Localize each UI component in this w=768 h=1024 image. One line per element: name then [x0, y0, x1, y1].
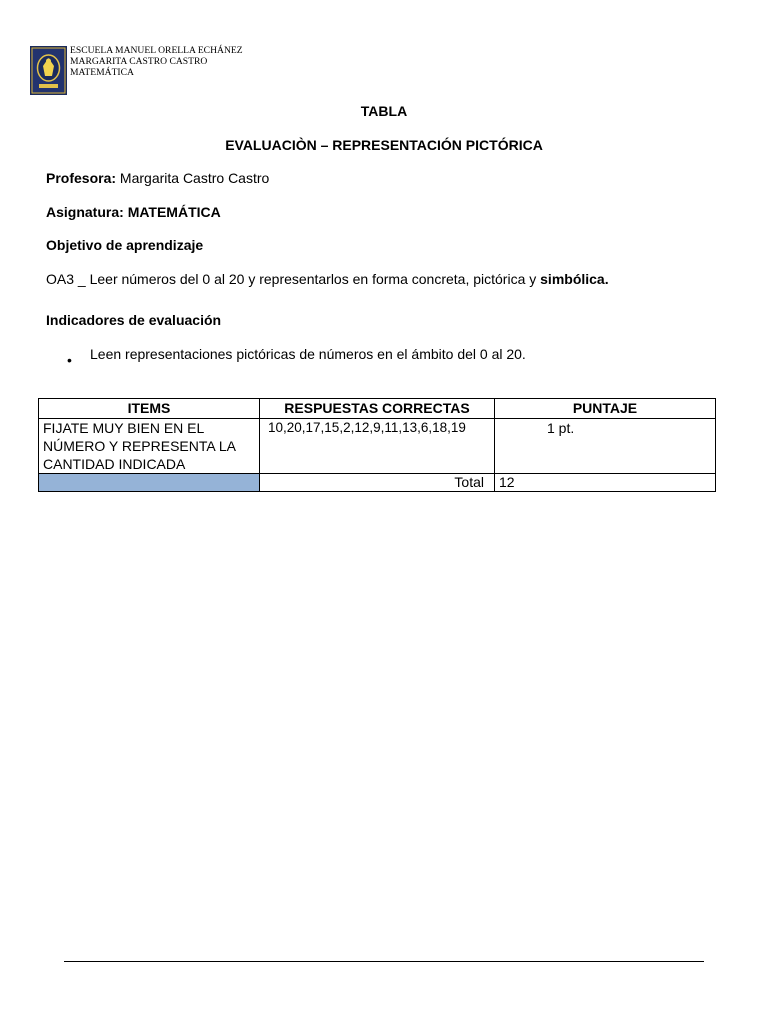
table-total-row: [39, 474, 716, 492]
shaded-cell: [39, 474, 260, 492]
teacher-label: Profesora:: [46, 170, 117, 186]
school-crest-icon: [30, 46, 67, 95]
total-label: Total: [260, 474, 495, 492]
subject-label: Asignatura:: [46, 204, 128, 220]
subject-header: MATEMÁTICA: [70, 67, 134, 78]
teacher-value: Margarita Castro Castro: [116, 170, 270, 186]
total-value: 12: [495, 474, 716, 492]
objective-body: OA3 _ Leer números del 0 al 20 y representarlos en forma concreta, pictórica y: [46, 271, 541, 287]
table-row: [39, 419, 716, 474]
school-name: ESCUELA MANUEL ORELLA ECHÁNEZ: [70, 45, 243, 56]
objective-text: [46, 271, 609, 287]
subject-line: [46, 204, 221, 220]
bullet-icon: •: [67, 352, 72, 368]
objective-heading: Objetivo de aprendizaje: [46, 237, 204, 253]
objective-bold: simbólica.: [540, 271, 609, 287]
header-answers: RESPUESTAS CORRECTAS: [260, 399, 495, 419]
indicators-heading: Indicadores de evaluación: [46, 312, 222, 328]
document-title: TABLA: [360, 103, 408, 119]
header-items: ITEMS: [39, 399, 260, 419]
subject-value: MATEMÁTICA: [127, 204, 221, 220]
school-header: [70, 45, 243, 78]
item-cell: FIJATE MUY BIEN EN EL NÚMERO Y REPRESENTA LA CANTIDAD INDICADA: [39, 419, 260, 474]
teacher-name-header: MARGARITA CASTRO CASTRO: [70, 56, 208, 67]
document-subtitle: EVALUACIÒN – REPRESENTACIÓN PICTÓRICA: [225, 137, 543, 153]
answers-cell: 10,20,17,15,2,12,9,11,13,6,18,19: [260, 419, 495, 474]
table-header-row: [39, 399, 716, 419]
indicator-item: Leen representaciones pictóricas de números en el ámbito del 0 al 20.: [90, 346, 526, 362]
footer-divider: [64, 961, 704, 962]
header-points: PUNTAJE: [495, 399, 716, 419]
points-cell: 1 pt.: [495, 419, 716, 474]
evaluation-table: [38, 398, 716, 492]
teacher-line: [46, 170, 269, 186]
